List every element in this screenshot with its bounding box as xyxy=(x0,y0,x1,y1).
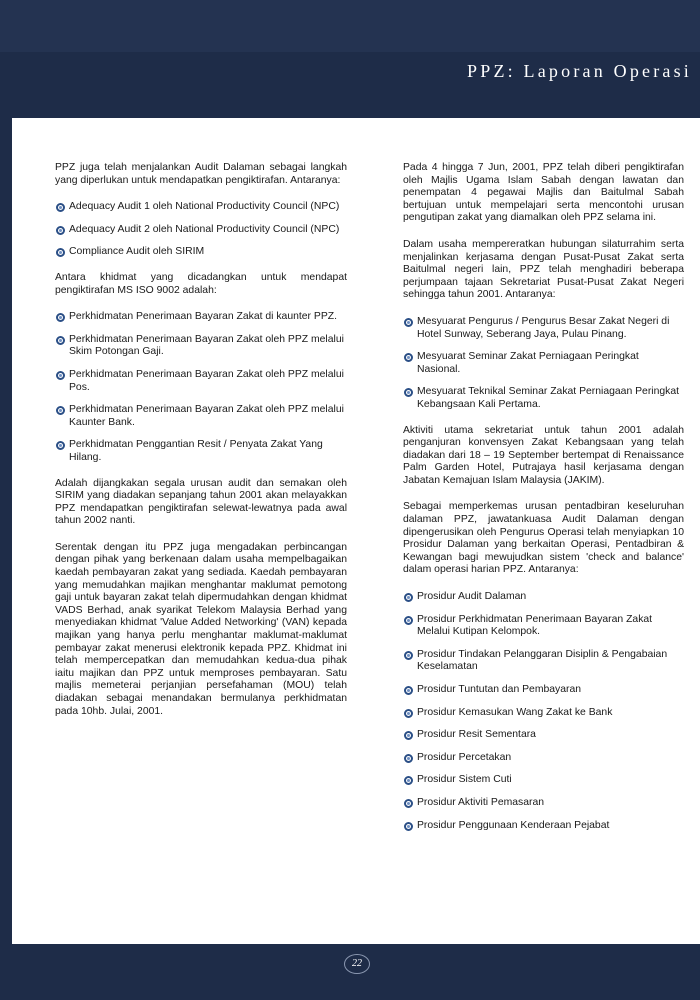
document-page xyxy=(12,118,700,944)
paragraph: Pada 4 hingga 7 Jun, 2001, PPZ telah diberi pengiktirafan oleh Majlis Ugama Islam Sabah dengan lawatan dan penempatan 4 pegawai Majlis dan Baitulmal Sabah bertujuan untuk mempelajari serta mencontohi urusan pengutipan zakat yang diamalkan oleh PPZ selama ini. xyxy=(403,162,684,224)
list-item-text: Prosidur Tuntutan dan Pembayaran xyxy=(417,684,582,695)
bullet-icon xyxy=(404,776,413,785)
audit-list xyxy=(55,201,347,259)
list-item xyxy=(55,201,347,214)
list-item-text: Prosidur Kemasukan Wang Zakat ke Bank xyxy=(417,706,613,718)
list-item-text: Prosidur Penggunaan Kenderaan Pejabat xyxy=(417,819,610,831)
top-band xyxy=(0,0,700,52)
bullet-icon xyxy=(56,203,65,212)
bullet-icon xyxy=(56,336,65,345)
list-item-text: Perkhidmatan Penerimaan Bayaran Zakat oleh PPZ melalui Pos. xyxy=(69,368,344,393)
bullet-icon xyxy=(56,406,65,415)
list-item xyxy=(55,369,347,394)
bullet-icon xyxy=(56,371,65,380)
list-item-text: Compliance Audit oleh SIRIM xyxy=(69,246,205,258)
list-item xyxy=(55,246,347,259)
list-item xyxy=(403,614,684,639)
bullet-icon xyxy=(404,731,413,740)
list-item xyxy=(403,752,684,765)
bullet-icon xyxy=(404,754,413,763)
bullet-icon xyxy=(404,616,413,625)
bullet-icon xyxy=(56,226,65,235)
list-item-text: Perkhidmatan Penerimaan Bayaran Zakat di kaunter PPZ. xyxy=(69,311,337,323)
paragraph: Antara khidmat yang dicadangkan untuk mendapat pengiktirafan MS ISO 9002 adalah: xyxy=(55,271,347,296)
page-title: PPZ: Laporan Operasi xyxy=(467,61,692,81)
list-item xyxy=(403,386,684,411)
bullet-icon xyxy=(404,822,413,831)
procedure-list xyxy=(403,591,684,832)
list-item xyxy=(403,797,684,810)
bullet-icon xyxy=(404,388,413,397)
bullet-icon xyxy=(404,353,413,362)
bullet-icon xyxy=(404,651,413,660)
bullet-icon xyxy=(404,593,413,602)
bullet-icon xyxy=(56,313,65,322)
paragraph: Dalam usaha mempereratkan hubungan silaturrahim serta menjalinkan kerjasama dengan Pusat-Pusat Zakat serta Baitulmal negeri lain, PPZ telah menghadiri beberapa perjumpaan tajaan Sekretariat Pusat-Pusat Zakat Negeri sehingga tahun 2001. Antaranya: xyxy=(403,238,684,301)
list-item xyxy=(403,649,684,674)
meeting-list xyxy=(403,316,684,412)
bullet-icon xyxy=(404,318,413,327)
paragraph: Serentak dengan itu PPZ juga mengadakan perbincangan dengan pihak yang berkenaan dalam usaha mempelbagaikan kaedah pembayaran zakat yang sediada. Kaedah pembayaran yang memudahkan majikan menghantar maklumat pemotong gaji untuk bayaran zakat telah dipermudahkan dengan khidmat VADS Berhad, anak syarikat Telekom Malaysia Berhad yang menyediakan khidmat 'Value Added Networking' (VAN) kepada majikan yang hanya perlu menghantar maklumat-maklumat pembayar zakat menerusi elektronik kepada PPZ. Khidmat ini telah mempercepatkan dan memudahkan kedua-dua pihak iaitu majikan dan PPZ untuk memproses pembayaran. Satu majlis memeterai perjanjian persefahaman (MOU) telah diadakan sebagai menandakan bermulanya perkhidmatan pada 10hb. Julai, 2001. xyxy=(55,541,347,717)
list-item xyxy=(55,334,347,359)
list-item-text: Adequacy Audit 1 oleh National Productivity Council (NPC) xyxy=(69,201,340,213)
list-item xyxy=(403,774,684,787)
list-item xyxy=(55,439,347,464)
paragraph: Sebagai memperkemas urusan pentadbiran keseluruhan dalaman PPZ, jawatankuasa Audit Dalaman dengan dipengerusikan oleh Pengurus Operasi telah menyiapkan 10 Prosidur Dalaman yang berkaitan Operasi, Pentadbiran & Kewangan bagi mewujudkan sistem 'check and balance' dalam operasi harian PPZ. Antaranya: xyxy=(403,501,684,576)
list-item xyxy=(55,224,347,237)
list-item-text: Perkhidmatan Penggantian Resit / Penyata Zakat Yang Hilang. xyxy=(69,439,323,463)
list-item xyxy=(403,351,684,376)
list-item xyxy=(403,591,684,604)
bullet-icon xyxy=(404,709,413,718)
list-item-text: Mesyuarat Teknikal Seminar Zakat Perniagaan Peringkat Kebangsaan Kali Pertama. xyxy=(417,386,680,410)
right-column xyxy=(403,162,684,845)
bullet-icon xyxy=(404,799,413,808)
left-column xyxy=(55,162,347,732)
bullet-icon xyxy=(404,686,413,695)
list-item xyxy=(403,316,684,341)
list-item xyxy=(403,729,684,742)
list-item xyxy=(403,684,684,697)
list-item xyxy=(403,707,684,720)
paragraph: Adalah dijangkakan segala urusan audit dan semakan oleh SIRIM yang diadakan sepanjang tahun 2001 akan melayakkan PPZ mendapatkan pengiktirafan selewat-lewatnya pada awal tahun 2002 nanti. xyxy=(55,477,347,527)
list-item-text: Perkhidmatan Penerimaan Bayaran Zakat oleh PPZ melalui Kaunter Bank. xyxy=(69,404,344,428)
list-item xyxy=(55,404,347,429)
list-item-text: Prosidur Percetakan xyxy=(417,751,512,763)
list-item-text: Prosidur Audit Dalaman xyxy=(417,591,527,603)
list-item-text: Mesyuarat Pengurus / Pengurus Besar Zakat Negeri di Hotel Sunway, Seberang Jaya, Pulau Pinang. xyxy=(417,315,670,340)
list-item-text: Prosidur Sistem Cuti xyxy=(417,774,512,786)
paragraph: Aktiviti utama sekretariat untuk tahun 2001 adalah penganjuran konvensyen Zakat Kebangsaan yang telah diadakan dari 18 – 19 September bertempat di Renaissance Palm Garden Hotel, Putrajaya hasil kerjasama dengan Jabatan Kemajuan Islam Malaysia (JAKIM). xyxy=(403,424,684,486)
page-number: 22 xyxy=(344,954,370,974)
list-item-text: Prosidur Aktiviti Pemasaran xyxy=(417,796,545,808)
paragraph: PPZ juga telah menjalankan Audit Dalaman sebagai langkah yang diperlukan untuk mendapatkan pengiktirafan. Antaranya: xyxy=(55,162,347,186)
list-item-text: Prosidur Resit Sementara xyxy=(417,729,536,741)
list-item-text: Prosidur Tindakan Pelanggaran Disiplin & Pengabaian Keselamatan xyxy=(417,648,668,673)
list-item-text: Perkhidmatan Penerimaan Bayaran Zakat oleh PPZ melalui Skim Potongan Gaji. xyxy=(69,333,344,358)
list-item-text: Mesyuarat Seminar Zakat Perniagaan Peringkat Nasional. xyxy=(417,351,639,375)
list-item xyxy=(403,820,684,833)
list-item-text: Prosidur Perkhidmatan Penerimaan Bayaran Zakat Melalui Kutipan Kelompok. xyxy=(417,613,653,638)
bullet-icon xyxy=(56,248,65,257)
list-item xyxy=(55,311,347,324)
list-item-text: Adequacy Audit 2 oleh National Productivity Council (NPC) xyxy=(69,223,340,235)
service-list xyxy=(55,311,347,464)
bullet-icon xyxy=(56,441,65,450)
